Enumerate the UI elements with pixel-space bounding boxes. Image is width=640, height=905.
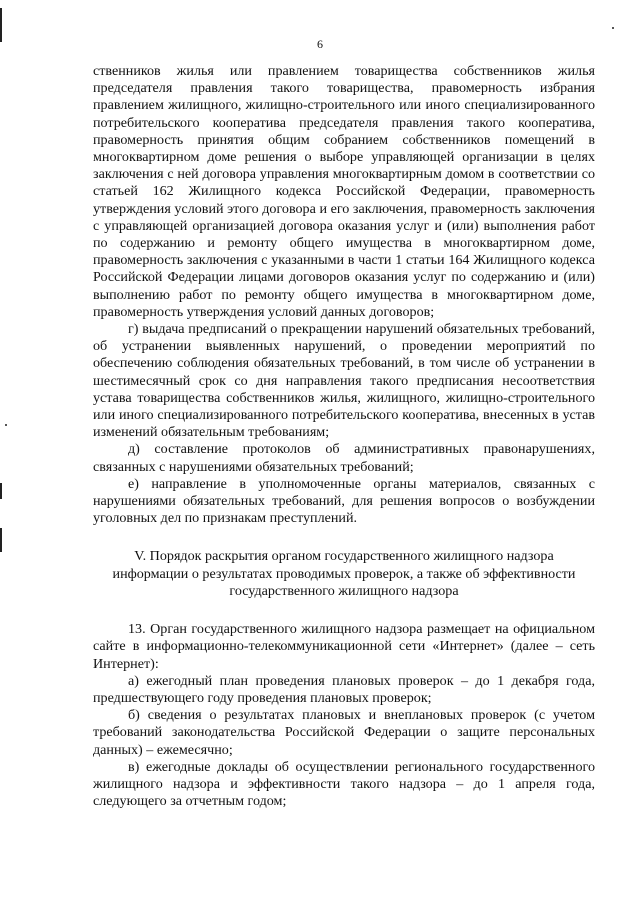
- section-heading: V. Порядок раскрытия органом государственного жилищного надзора информации о результатах проводимых проверок, а также об эффективности государственного жилищного надзора: [112, 548, 576, 599]
- paragraph-item-g: г) выдача предписаний о прекращении нарушений обязательных требований, об устранении выявленных нарушений, о проведении мероприятий по обеспечению соблюдения обязательных требований, в том числе об устранении в шестимесячный срок со дня направления такого предписания несоответствия устава товарищества собственников жилья, жилищного, жилищно-строительного или иного специализированного потребительского кооператива, внесенных в устав изменений обязательным требованиям;: [93, 321, 595, 441]
- paragraph-item-d: д) составление протоколов об административных правонарушениях, связанных с нарушениями обязательных требований;: [93, 441, 595, 475]
- scan-dot: [5, 424, 7, 426]
- paragraph-item-v: в) ежегодные доклады об осуществлении регионального государственного жилищного надзора и эффективности такого надзора – до 1 апреля года, следующего за отчетным годом;: [93, 758, 595, 810]
- scan-dot: [612, 27, 614, 29]
- paragraph-continuation: ственников жилья или правлением товарищества собственников жилья председателя правления такого товарищества, правомерность избрания правлением жилищного, жилищно-строительного или иного специализированного потребительского кооператива председателя правления такого кооператива, правомерность принятия общим собранием собственников помещений в многоквартирном доме решения о выборе управляющей организации в целях заключения с ней договора управления многоквартирным домом в соответствии со статьей 162 Жилищного кодекса Российской Федерации, правомерность утверждения условий этого договора и его заключения, правомерность заключения с управляющей организацией договора оказания услуг и (или) выполнения работ по содержанию и ремонту общего имущества в многоквартирном доме, правомерность заключения с указанными в части 1 статьи 164 Жилищного кодекса Российской Федерации лицами договоров оказания услуг по содержанию и (или) выполнению работ по ремонту общего имущества в многоквартирном доме, правомерность утверждения условий данных договоров;: [93, 63, 595, 320]
- scan-mark-middle: [0, 483, 2, 499]
- scan-mark-lower: [0, 528, 2, 552]
- paragraph-13: 13. Орган государственного жилищного надзора размещает на официальном сайте в информационно-телекоммуникационной сети «Интернет» (далее – сеть Интернет):: [93, 621, 595, 672]
- page-number: 6: [317, 37, 323, 51]
- paragraph-item-a: а) ежегодный план проведения плановых проверок – до 1 декабря года, предшествующего году проведения плановых проверок;: [93, 672, 595, 706]
- document-body: [93, 63, 595, 810]
- paragraph-item-e: е) направление в уполномоченные органы материалов, связанных с нарушениями обязательных требований, для решения вопросов о возбуждении уголовных дел по признакам преступлений.: [93, 475, 595, 527]
- paragraph-item-b: б) сведения о результатах плановых и внеплановых проверок (с учетом требований законодательства Российской Федерации о защите персональных данных) – ежемесячно;: [93, 707, 595, 758]
